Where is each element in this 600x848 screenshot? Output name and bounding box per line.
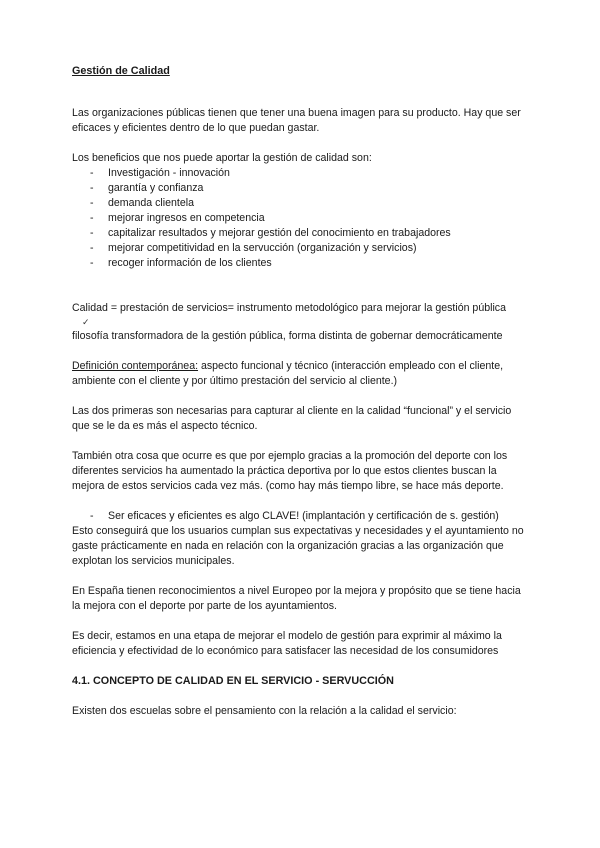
benefits-intro: Los beneficios que nos puede aportar la gestión de calidad son:	[72, 152, 372, 164]
document-title: Gestión de Calidad	[72, 65, 170, 77]
list-item: - recoger información de los clientes	[72, 256, 528, 271]
paragraph-deporte: También otra cosa que ocurre es que por ejemplo gracias a la promoción del deporte con los diferentes servicios ha aumentado la práctica deportiva por lo que estos clientes buscan la mejora de estos servicios cada vez más. (como hay más tiempo libre, se hace más deporte.	[72, 450, 508, 492]
dash-item-text: Ser eficaces y eficientes es algo CLAVE! (implantación y certificación de s. gestión)	[108, 510, 499, 522]
definition-label: Definición contemporánea:	[72, 360, 199, 372]
paragraph-decir: Es decir, estamos en una etapa de mejorar el modelo de gestión para exprimir al máximo la eficiencia y efectividad de lo económico para satisfacer las necesidad de los consumidores	[72, 630, 502, 657]
check-mark-icon: ✓	[82, 317, 90, 327]
list-item: - demanda clientela	[72, 196, 528, 211]
paragraph-primeras: Las dos primeras son necesarias para capturar al cliente en la calidad “funcional” y el servicio que se le da es más el aspecto técnico.	[72, 405, 512, 432]
paragraph-espana: En España tienen reconocimientos a nivel Europeo por la mejora y propósito que se tiene hacia la mejora con el deporte por parte de los ayuntamientos.	[72, 585, 521, 612]
list-item: - capitalizar resultados y mejorar gestión del conocimiento en trabajadores	[72, 226, 528, 241]
calidad-definition: Calidad = prestación de servicios= instrumento metodológico para mejorar la gestión pública	[72, 302, 506, 314]
paragraph-escuelas: Existen dos escuelas sobre el pensamiento con la relación a la calidad el servicio:	[72, 705, 457, 717]
dash-marker: -	[90, 510, 94, 522]
definition-text: aspecto funcional y técnico (interacción empleado con el cliente, ambiente con el cliente y por último prestación del servicio al cliente.)	[72, 360, 504, 387]
paragraph-usuarios: Esto conseguirá que los usuarios cumplan sus expectativas y necesidades y el ayuntamiento no gaste prácticamente en nada en relación con la organización gracias a las organización que explotan los servicios municipales.	[72, 525, 524, 567]
dash-item	[72, 509, 528, 524]
contemporary-definition	[72, 359, 528, 389]
benefits-list	[72, 166, 528, 271]
filosofia-line: filosofía transformadora de la gestión pública, forma distinta de gobernar democráticamente	[72, 330, 503, 342]
list-item: - Investigación - innovación	[72, 166, 528, 181]
list-item: - mejorar ingresos en competencia	[72, 211, 528, 226]
intro-paragraph: Las organizaciones públicas tienen que tener una buena imagen para su producto. Hay que ser eficaces y eficientes dentro de lo que puedan gastar.	[72, 107, 521, 134]
document-page	[72, 64, 528, 719]
list-item: - garantía y confianza	[72, 181, 528, 196]
section-heading: 4.1. CONCEPTO DE CALIDAD EN EL SERVICIO - SERVUCCIÓN	[72, 675, 394, 687]
list-item: - mejorar competitividad en la servucción (organización y servicios)	[72, 241, 528, 256]
